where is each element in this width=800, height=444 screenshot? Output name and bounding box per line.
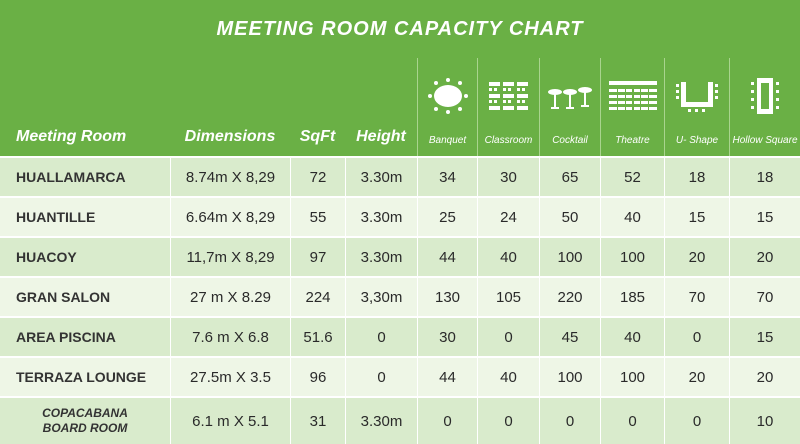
banquet-round-table-icon xyxy=(426,78,470,114)
theatre-cell: 185 xyxy=(600,278,664,316)
hollow-cell: 15 xyxy=(729,318,800,356)
chart-title: MEETING ROOM CAPACITY CHART xyxy=(216,17,584,40)
height-cell: 0 xyxy=(345,318,417,356)
table-row xyxy=(0,276,800,316)
hollow-cell: 15 xyxy=(729,198,800,236)
classroom-cell: 105 xyxy=(477,278,539,316)
height-cell: 3.30m xyxy=(345,398,417,444)
dimensions-cell: 6.1 m X 5.1 xyxy=(170,398,290,444)
room-name-line1: COPACABANA xyxy=(42,406,128,420)
theatre-cell: 40 xyxy=(600,318,664,356)
table-body xyxy=(0,156,800,444)
cocktail-cell: 0 xyxy=(539,398,600,444)
header-meeting-room: Meeting Room xyxy=(16,128,127,145)
header-theatre-label: Theatre xyxy=(615,135,650,146)
classroom-cell: 30 xyxy=(477,158,539,196)
title-bar xyxy=(0,0,800,58)
cocktail-cell: 100 xyxy=(539,358,600,396)
classroom-cell: 0 xyxy=(477,318,539,356)
ushape-cell: 20 xyxy=(664,238,729,276)
banquet-cell: 34 xyxy=(417,158,477,196)
header-height: Height xyxy=(356,128,406,145)
theatre-cell: 52 xyxy=(600,158,664,196)
cocktail-tables-icon xyxy=(547,78,593,114)
header-sqft: SqFt xyxy=(299,128,336,145)
sqft-cell: 224 xyxy=(290,278,345,316)
header-cocktail xyxy=(539,58,600,156)
hollow-cell: 20 xyxy=(729,358,800,396)
table-row xyxy=(0,156,800,196)
height-cell: 3.30m xyxy=(345,238,417,276)
banquet-cell: 44 xyxy=(417,238,477,276)
hollow-cell: 18 xyxy=(729,158,800,196)
sqft-cell: 96 xyxy=(290,358,345,396)
sqft-cell: 72 xyxy=(290,158,345,196)
dimensions-cell: 11,7m X 8,29 xyxy=(170,238,290,276)
dimensions-cell: 7.6 m X 6.8 xyxy=(170,318,290,356)
room-name: HUALLAMARCA xyxy=(16,169,126,185)
u-shape-table-icon xyxy=(675,78,719,114)
height-cell: 3,30m xyxy=(345,278,417,316)
dimensions-cell: 27.5m X 3.5 xyxy=(170,358,290,396)
sqft-cell: 97 xyxy=(290,238,345,276)
header-banquet xyxy=(417,58,477,156)
banquet-cell: 130 xyxy=(417,278,477,316)
cocktail-cell: 220 xyxy=(539,278,600,316)
room-name: HUACOY xyxy=(16,249,77,265)
theatre-cell: 100 xyxy=(600,358,664,396)
classroom-cell: 24 xyxy=(477,198,539,236)
classroom-cell: 40 xyxy=(477,358,539,396)
classroom-cell: 0 xyxy=(477,398,539,444)
header-ushape-label: U- Shape xyxy=(675,135,719,146)
ushape-cell: 70 xyxy=(664,278,729,316)
banquet-cell: 25 xyxy=(417,198,477,236)
table-row xyxy=(0,236,800,276)
height-cell: 3.30m xyxy=(345,198,417,236)
sqft-cell: 51.6 xyxy=(290,318,345,356)
room-name: GRAN SALON xyxy=(16,289,111,305)
height-cell: 3.30m xyxy=(345,158,417,196)
theatre-cell: 40 xyxy=(600,198,664,236)
table-header xyxy=(0,58,800,156)
header-hollow-square xyxy=(729,58,800,156)
dimensions-cell: 6.64m X 8,29 xyxy=(170,198,290,236)
cocktail-cell: 100 xyxy=(539,238,600,276)
hollow-square-table-icon xyxy=(747,76,783,116)
dimensions-cell: 27 m X 8.29 xyxy=(170,278,290,316)
header-banquet-label: Banquet xyxy=(428,135,467,146)
header-theatre xyxy=(600,58,664,156)
height-cell: 0 xyxy=(345,358,417,396)
room-name: TERRAZA LOUNGE xyxy=(16,369,147,385)
classroom-desks-icon xyxy=(487,78,531,114)
room-name-line2: BOARD ROOM xyxy=(42,421,128,435)
header-classroom-label: Classroom xyxy=(484,135,533,146)
theatre-seats-icon xyxy=(608,78,658,114)
theatre-cell: 0 xyxy=(600,398,664,444)
hollow-cell: 20 xyxy=(729,238,800,276)
room-name: HUANTILLE xyxy=(16,209,96,225)
table-row xyxy=(0,196,800,236)
dimensions-cell: 8.74m X 8,29 xyxy=(170,158,290,196)
ushape-cell: 0 xyxy=(664,398,729,444)
ushape-cell: 20 xyxy=(664,358,729,396)
table-row xyxy=(0,316,800,356)
hollow-cell: 10 xyxy=(729,398,800,444)
table-row xyxy=(0,396,800,444)
cocktail-cell: 45 xyxy=(539,318,600,356)
ushape-cell: 15 xyxy=(664,198,729,236)
ushape-cell: 18 xyxy=(664,158,729,196)
banquet-cell: 30 xyxy=(417,318,477,356)
ushape-cell: 0 xyxy=(664,318,729,356)
header-ushape xyxy=(664,58,729,156)
hollow-cell: 70 xyxy=(729,278,800,316)
banquet-cell: 0 xyxy=(417,398,477,444)
banquet-cell: 44 xyxy=(417,358,477,396)
room-name: AREA PISCINA xyxy=(16,329,116,345)
classroom-cell: 40 xyxy=(477,238,539,276)
sqft-cell: 55 xyxy=(290,198,345,236)
room-name xyxy=(0,398,170,444)
header-hollow-square-label: Hollow Square xyxy=(732,135,798,146)
header-classroom xyxy=(477,58,539,156)
header-dimensions: Dimensions xyxy=(184,128,276,145)
sqft-cell: 31 xyxy=(290,398,345,444)
cocktail-cell: 65 xyxy=(539,158,600,196)
theatre-cell: 100 xyxy=(600,238,664,276)
table-row xyxy=(0,356,800,396)
cocktail-cell: 50 xyxy=(539,198,600,236)
header-cocktail-label: Cocktail xyxy=(552,135,588,146)
